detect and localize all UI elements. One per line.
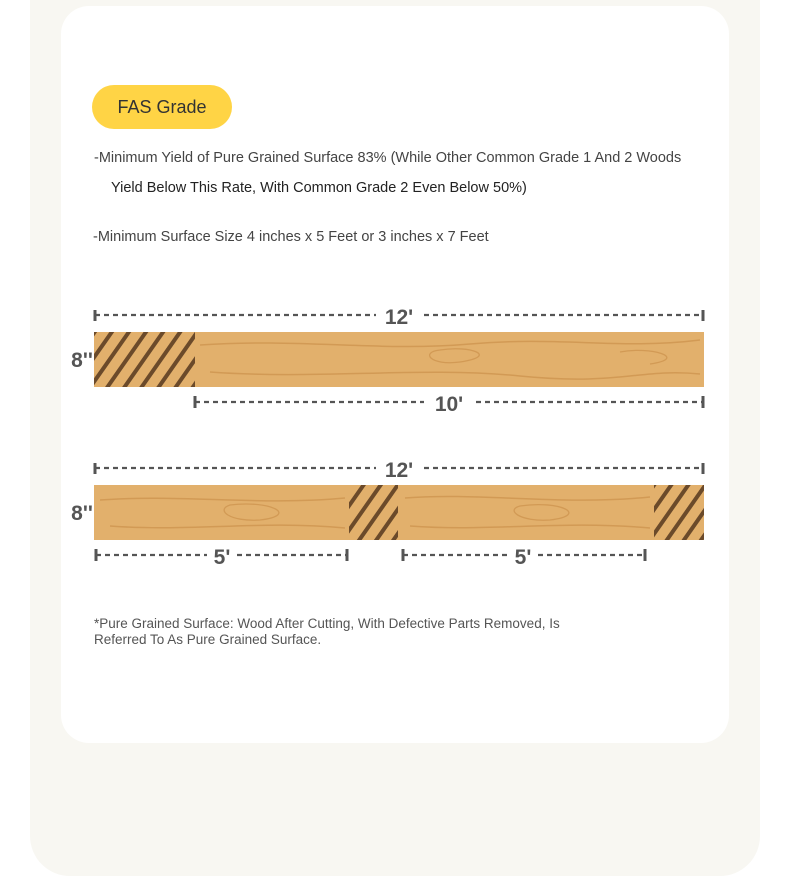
clear-length-label-1: 10' bbox=[434, 393, 464, 416]
defect-area-middle bbox=[349, 485, 398, 540]
wood-board-2 bbox=[94, 485, 704, 540]
total-length-label-2: 12' bbox=[384, 459, 414, 482]
board-width-label-1: 8'' bbox=[71, 349, 93, 372]
surface-size-requirement: -Minimum Surface Size 4 inches x 5 Feet or 3 inches x 7 Feet bbox=[93, 229, 489, 245]
yield-requirement-line2: Yield Below This Rate, With Common Grade 2 Even Below 50%) bbox=[111, 180, 527, 196]
total-length-label-1: 12' bbox=[384, 306, 414, 329]
grade-badge: FAS Grade bbox=[92, 85, 232, 129]
yield-requirement-line1: -Minimum Yield of Pure Grained Surface 83% (While Other Common Grade 1 And 2 Woods bbox=[94, 150, 682, 166]
cut-length-label-2: 5' bbox=[514, 546, 532, 569]
diagram-2 bbox=[71, 459, 704, 569]
board-width-label-2: 8'' bbox=[71, 502, 93, 525]
cut-length-label-1: 5' bbox=[213, 546, 231, 569]
defect-area-end bbox=[654, 485, 704, 540]
footnote-line1: *Pure Grained Surface: Wood After Cutting, With Defective Parts Removed, Is bbox=[94, 616, 560, 631]
footnote-line2: Referred To As Pure Grained Surface. bbox=[94, 632, 322, 647]
defect-area bbox=[94, 332, 195, 387]
wood-board-1 bbox=[94, 332, 704, 387]
diagram-1 bbox=[71, 306, 704, 416]
footnote bbox=[94, 616, 614, 648]
